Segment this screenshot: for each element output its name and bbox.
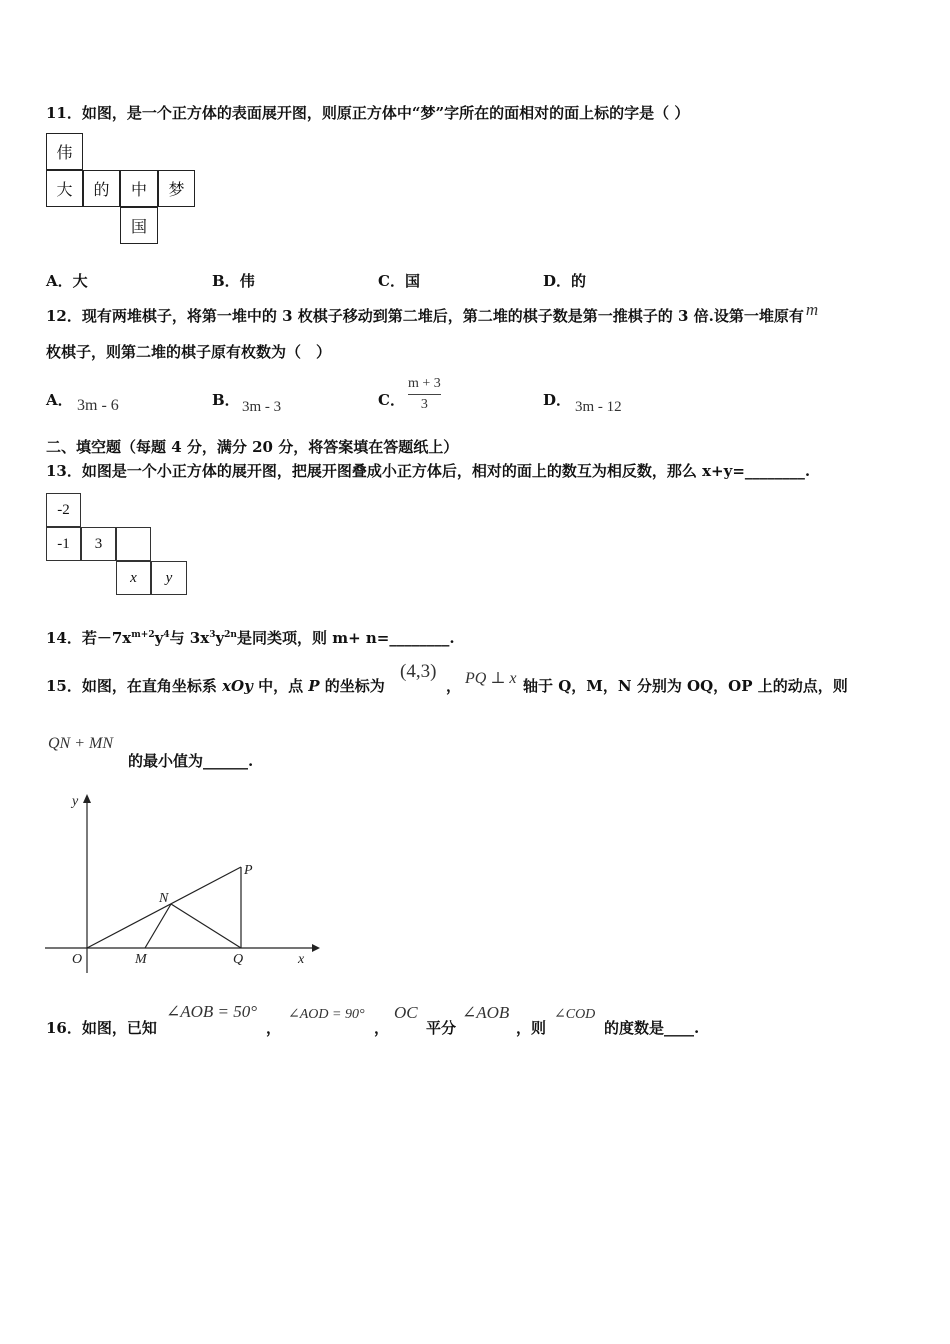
q11-option-b[interactable] <box>212 270 255 291</box>
q16-ray-oc: OC <box>394 1003 418 1022</box>
q14-exponent: 2n <box>224 630 237 640</box>
q16-bisect-text: 平分 <box>426 1019 457 1037</box>
label-x: x <box>298 952 305 967</box>
q15-text: 15．如图，在直角坐标系 <box>46 677 223 695</box>
q15-point-p: P <box>308 677 320 695</box>
net-cell-de: 的 <box>83 170 120 207</box>
fraction-numerator: m + 3 <box>408 376 441 391</box>
q14-exponent: 3 <box>209 630 216 640</box>
option-label: D． <box>543 272 572 290</box>
option-label: C． <box>378 272 405 290</box>
net-cell-x: x <box>116 561 151 595</box>
q15-coordinate-figure <box>40 785 320 975</box>
q16-stem-start: 16．如图，已知 <box>46 1019 157 1037</box>
q15-stem-line2: 的最小值为______. <box>128 752 254 770</box>
q14-text: y <box>154 629 164 647</box>
q11-option-a[interactable] <box>46 270 88 291</box>
q14-text: 是同类项，则 m+ n=________. <box>236 629 455 647</box>
label-n: N <box>159 891 169 906</box>
q15-comma: ， <box>446 677 462 695</box>
q15-perp-expr: PQ ⊥ x <box>465 670 517 687</box>
section-2-heading: 二、填空题（每题 4 分，满分 20 分，将答案填在答题纸上） <box>46 438 459 456</box>
net-cell-y: y <box>151 561 187 595</box>
option-label: D． <box>543 391 572 409</box>
fraction-denominator: 3 <box>420 397 428 412</box>
q13-stem: 13．如图是一个小正方体的展开图，把展开图叠成小正方体后，相对的面上的数互为相反数，那么 x+y=________. <box>46 462 811 480</box>
q12-option-c[interactable] <box>378 389 405 410</box>
q14-exponent: m+2 <box>131 630 155 640</box>
q14-exponent: 4 <box>163 630 170 640</box>
q15-text: 中，点 <box>252 677 309 695</box>
net-cell-minus1: -1 <box>46 527 81 561</box>
q15-xoy: xOy <box>222 677 253 695</box>
option-label: B． <box>212 272 240 290</box>
q12-option-b[interactable] <box>212 389 240 410</box>
q15-stem-line1 <box>46 675 385 696</box>
option-label: A． <box>46 391 73 409</box>
net-cell-wei: 伟 <box>46 133 83 170</box>
q11-option-c[interactable] <box>378 270 420 291</box>
q12-variable-m: m <box>805 300 819 319</box>
net-cell-blank <box>116 527 151 561</box>
q12-option-a-expr: 3m - 6 <box>77 397 119 414</box>
label-p: P <box>244 863 253 878</box>
segment-op <box>87 867 241 948</box>
q16-angle-cod: ∠COD <box>554 1007 596 1022</box>
option-label: C． <box>378 391 405 409</box>
q12-option-d[interactable] <box>543 389 571 410</box>
label-o: O <box>72 952 83 967</box>
q12-stem-line1 <box>46 300 819 326</box>
q16-then-text: ，则 <box>516 1019 547 1037</box>
q12-stem-line2: 枚棋子，则第二堆的棋子原有枚数为（ ） <box>46 343 332 361</box>
q11-option-d[interactable] <box>543 270 586 291</box>
q16-angle-aob: ∠AOB = 50° <box>166 1002 258 1021</box>
label-m: M <box>135 952 147 967</box>
q14-text: 14．若－7x <box>46 629 132 647</box>
q15-coordinate: (4,3) <box>400 661 437 682</box>
q14-stem <box>46 627 455 648</box>
q12-option-c-fraction <box>408 376 441 413</box>
q11-stem: 11．如图，是一个正方体的表面展开图，则原正方体中“梦”字所在的面相对的面上标的字是（ ） <box>46 104 690 122</box>
q16-comma-2: ， <box>374 1019 390 1037</box>
q12-option-b-expr: 3m - 3 <box>242 399 282 415</box>
q16-comma-1: ， <box>266 1019 282 1037</box>
option-label: A． <box>46 272 73 290</box>
y-axis-arrow-icon <box>83 794 91 803</box>
option-text: 国 <box>404 272 420 290</box>
q12-option-d-expr: 3m - 12 <box>575 399 622 415</box>
q16-angle-aod: ∠AOD = 90° <box>288 1007 365 1022</box>
net-cell-zhong: 中 <box>120 170 158 207</box>
net-cell-guo: 国 <box>120 207 158 244</box>
label-y: y <box>72 794 79 809</box>
fraction-bar <box>408 394 441 395</box>
q14-text: y <box>215 629 225 647</box>
option-label: B． <box>212 391 240 409</box>
net-cell-3: 3 <box>81 527 116 561</box>
q16-stem-end: 的度数是____. <box>604 1019 700 1037</box>
label-q: Q <box>233 952 244 967</box>
option-text: 大 <box>72 272 88 290</box>
q16-angle-aob-2: ∠AOB <box>462 1003 510 1022</box>
net-cell-da: 大 <box>46 170 83 207</box>
q15-text: 的坐标为 <box>319 677 385 695</box>
x-axis-arrow-icon <box>312 944 320 952</box>
q14-text: 与 3x <box>169 629 210 647</box>
segment-nq <box>171 904 241 948</box>
net-cell-meng: 梦 <box>158 170 195 207</box>
q15-expr: QN + MN <box>48 735 114 752</box>
option-text: 的 <box>571 272 587 290</box>
net-cell-minus2: -2 <box>46 493 81 527</box>
option-text: 伟 <box>239 272 255 290</box>
q12-stem-text: 12．现有两堆棋子，将第一堆中的 3 枚棋子移动到第二堆后，第二堆的棋子数是第一推棋子的 3 倍.设第一堆原有 <box>46 307 804 325</box>
q15-stem-continued: 轴于 Q，M，N 分别为 OQ，OP 上的动点，则 <box>523 677 848 695</box>
q12-option-a[interactable] <box>46 389 73 410</box>
